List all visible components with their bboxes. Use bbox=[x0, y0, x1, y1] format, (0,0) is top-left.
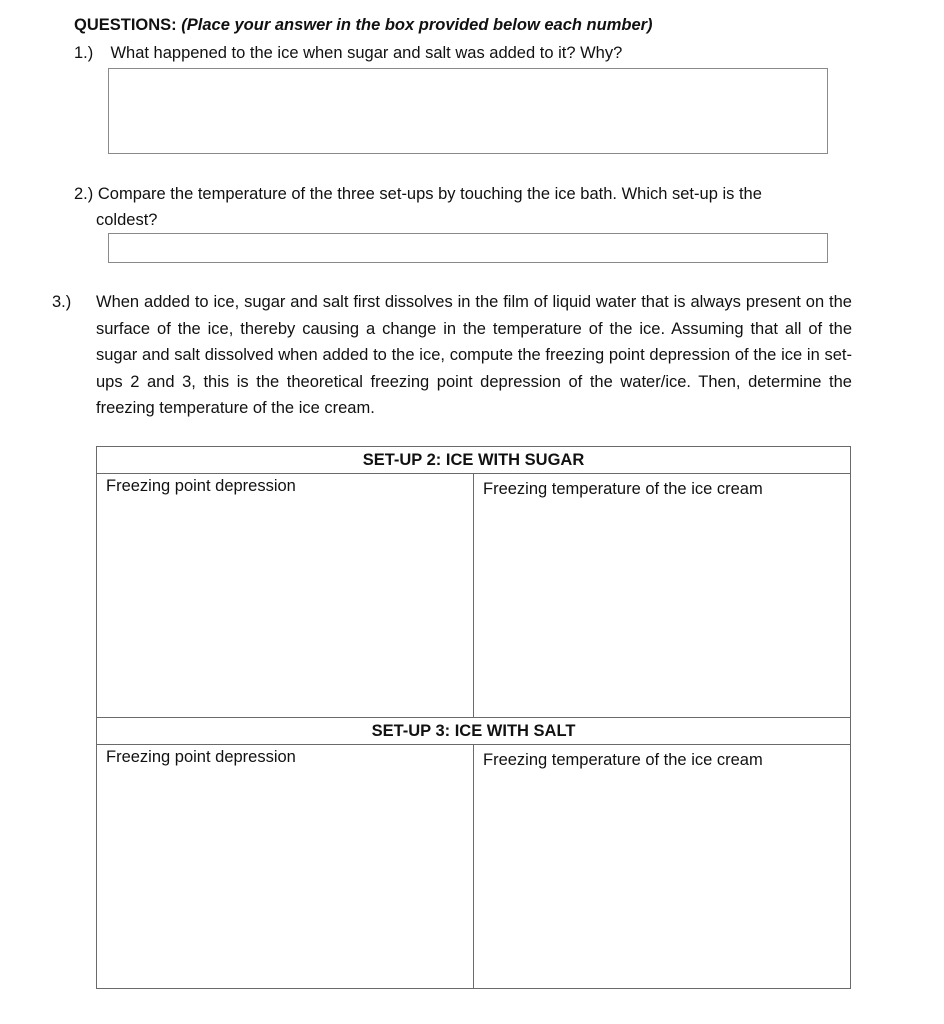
question-3 bbox=[52, 289, 852, 422]
setup-3-title-row bbox=[97, 718, 851, 745]
setup-3-right-label: Freezing temperature of the ice cream bbox=[483, 751, 763, 769]
question-1-text: What happened to the ice when sugar and salt was added to it? Why? bbox=[110, 44, 623, 62]
questions-heading bbox=[74, 16, 653, 35]
setup-3-freezing-temperature-cell[interactable] bbox=[474, 745, 851, 989]
question-2-text-line1: Compare the temperature of the three set-ups by touching the ice bath. Which set-up is the bbox=[97, 185, 762, 203]
questions-heading-label: QUESTIONS: bbox=[74, 16, 177, 34]
answer-box-1[interactable] bbox=[108, 68, 828, 154]
question-1-number: 1.) bbox=[74, 44, 94, 62]
setup-3-row bbox=[97, 745, 851, 989]
questions-heading-instruction: (Place your answer in the box provided below each number) bbox=[181, 16, 653, 34]
setup-2-left-label: Freezing point depression bbox=[106, 477, 296, 495]
setup-3-freezing-point-depression-cell[interactable] bbox=[97, 745, 474, 989]
question-2-number: 2.) bbox=[74, 185, 94, 203]
setup-2-row bbox=[97, 474, 851, 718]
setup-2-right-label: Freezing temperature of the ice cream bbox=[483, 480, 763, 498]
question-3-paragraph bbox=[52, 289, 852, 422]
setup-2-freezing-point-depression-cell[interactable] bbox=[97, 474, 474, 718]
setup-2-title: SET-UP 2: ICE WITH SUGAR bbox=[97, 447, 851, 474]
question-3-number: 3.) bbox=[52, 293, 72, 311]
setup-3-title: SET-UP 3: ICE WITH SALT bbox=[97, 718, 851, 745]
answer-box-2[interactable] bbox=[108, 233, 828, 263]
question-2-line2 bbox=[96, 211, 157, 230]
question-2-text-line2: coldest? bbox=[96, 211, 158, 229]
setup-3-left-label: Freezing point depression bbox=[106, 748, 296, 766]
answer-table bbox=[96, 446, 851, 989]
question-1 bbox=[74, 44, 622, 63]
setup-2-title-row bbox=[97, 447, 851, 474]
question-3-text: When added to ice, sugar and salt first dissolves in the film of liquid water that is always present on the surface of the ice, thereby causing a change in the temperature of the ice. Assuming that all of the sugar and salt dissolved when added to the ice, compute the freezing point depression of the ice in set-ups 2 and 3, this is the theoretical freezing point depression of the water/ice. Then, determine the freezing temperature of the ice cream. bbox=[96, 293, 852, 418]
setup-2-freezing-temperature-cell[interactable] bbox=[474, 474, 851, 718]
question-2 bbox=[74, 185, 762, 204]
